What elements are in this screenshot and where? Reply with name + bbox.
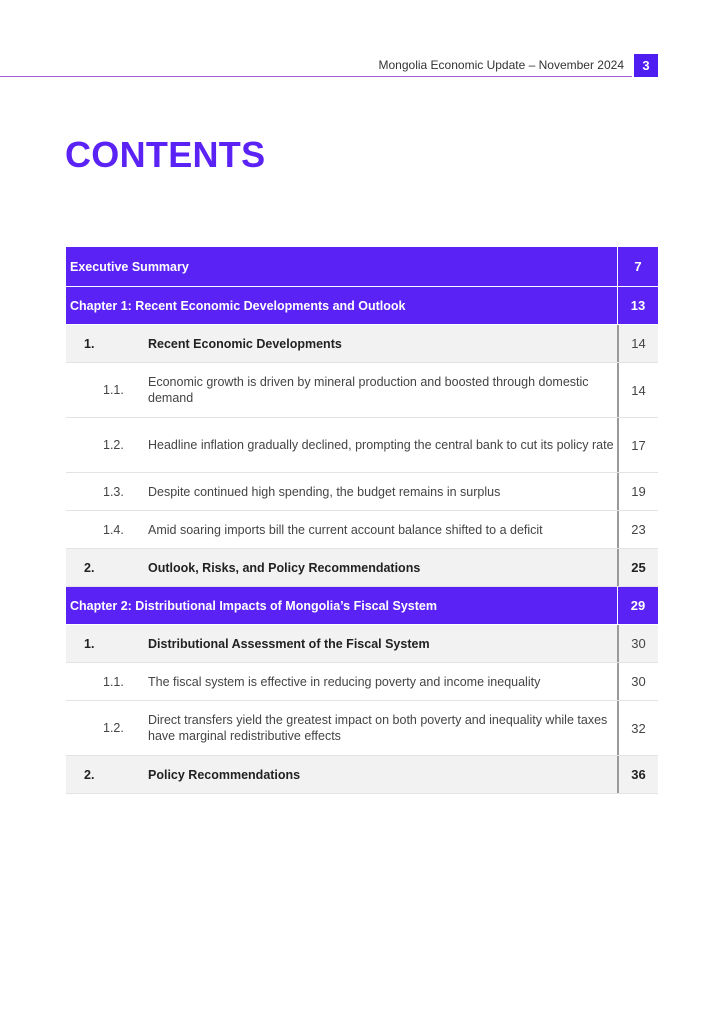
toc-entry-number: 1.3. bbox=[103, 484, 124, 499]
toc-page-number: 32 bbox=[617, 701, 658, 755]
table-of-contents bbox=[66, 247, 658, 794]
toc-section-row[interactable] bbox=[66, 549, 658, 587]
toc-section-row[interactable] bbox=[66, 756, 658, 794]
toc-page-number: 14 bbox=[617, 363, 658, 417]
toc-page-number: 30 bbox=[617, 625, 658, 662]
toc-entry-number: 2. bbox=[84, 560, 95, 575]
toc-section-row[interactable] bbox=[66, 325, 658, 363]
toc-entry-number: 1.2. bbox=[103, 438, 124, 452]
toc-page-number: 19 bbox=[617, 473, 658, 510]
toc-subsection-row[interactable] bbox=[66, 511, 658, 549]
toc-entry-title: Amid soaring imports bill the current account balance shifted to a deficit bbox=[148, 522, 543, 537]
toc-entry-number: 1.2. bbox=[103, 721, 124, 735]
toc-entry-title: Headline inflation gradually declined, prompting the central bank to cut its policy rate bbox=[148, 438, 614, 452]
page-title: CONTENTS bbox=[65, 134, 266, 175]
toc-entry-title: Chapter 2: Distributional Impacts of Mongolia’s Fiscal System bbox=[70, 598, 437, 613]
toc-page-number: 17 bbox=[617, 418, 658, 472]
toc-entry-title: Economic growth is driven by mineral production and boosted through domestic demand bbox=[148, 375, 589, 405]
toc-entry-number: 1.1. bbox=[103, 383, 124, 397]
toc-page-number: 29 bbox=[617, 587, 658, 624]
running-header: Mongolia Economic Update – November 2024 bbox=[378, 58, 624, 72]
toc-subsection-row[interactable] bbox=[66, 473, 658, 511]
toc-entry-number: 2. bbox=[84, 767, 95, 782]
toc-entry-title: Executive Summary bbox=[70, 259, 189, 274]
toc-chapter-row[interactable] bbox=[66, 287, 658, 325]
toc-entry-title: Policy Recommendations bbox=[148, 767, 301, 782]
toc-subsection-row[interactable] bbox=[66, 363, 658, 418]
toc-entry-title: Despite continued high spending, the budget remains in surplus bbox=[148, 484, 501, 499]
toc-subsection-row[interactable] bbox=[66, 418, 658, 473]
toc-entry-title: The fiscal system is effective in reducing poverty and income inequality bbox=[148, 674, 541, 689]
toc-entry-title: Direct transfers yield the greatest impact on both poverty and inequality while taxes have marginal redistributive effects bbox=[148, 713, 608, 743]
toc-entry-title: Outlook, Risks, and Policy Recommendations bbox=[148, 560, 421, 575]
page-number-badge: 3 bbox=[634, 54, 658, 77]
toc-subsection-row[interactable] bbox=[66, 663, 658, 701]
toc-page-number: 30 bbox=[617, 663, 658, 700]
toc-page-number: 7 bbox=[617, 247, 658, 286]
toc-page-number: 25 bbox=[617, 549, 658, 586]
toc-page-number: 13 bbox=[617, 287, 658, 324]
toc-chapter-row[interactable] bbox=[66, 587, 658, 625]
toc-page-number: 23 bbox=[617, 511, 658, 548]
toc-entry-number: 1. bbox=[84, 636, 95, 651]
toc-section-row[interactable] bbox=[66, 625, 658, 663]
toc-entry-title: Chapter 1: Recent Economic Developments and Outlook bbox=[70, 298, 406, 313]
toc-page-number: 36 bbox=[617, 756, 658, 793]
header-rule bbox=[0, 76, 632, 77]
toc-entry-number: 1.4. bbox=[103, 522, 124, 537]
toc-entry-number: 1. bbox=[84, 336, 95, 351]
toc-subsection-row[interactable] bbox=[66, 701, 658, 756]
toc-chapter-row[interactable] bbox=[66, 247, 658, 287]
toc-page-number: 14 bbox=[617, 325, 658, 362]
toc-entry-title: Distributional Assessment of the Fiscal System bbox=[148, 636, 430, 651]
toc-entry-number: 1.1. bbox=[103, 674, 124, 689]
toc-entry-title: Recent Economic Developments bbox=[148, 336, 342, 351]
